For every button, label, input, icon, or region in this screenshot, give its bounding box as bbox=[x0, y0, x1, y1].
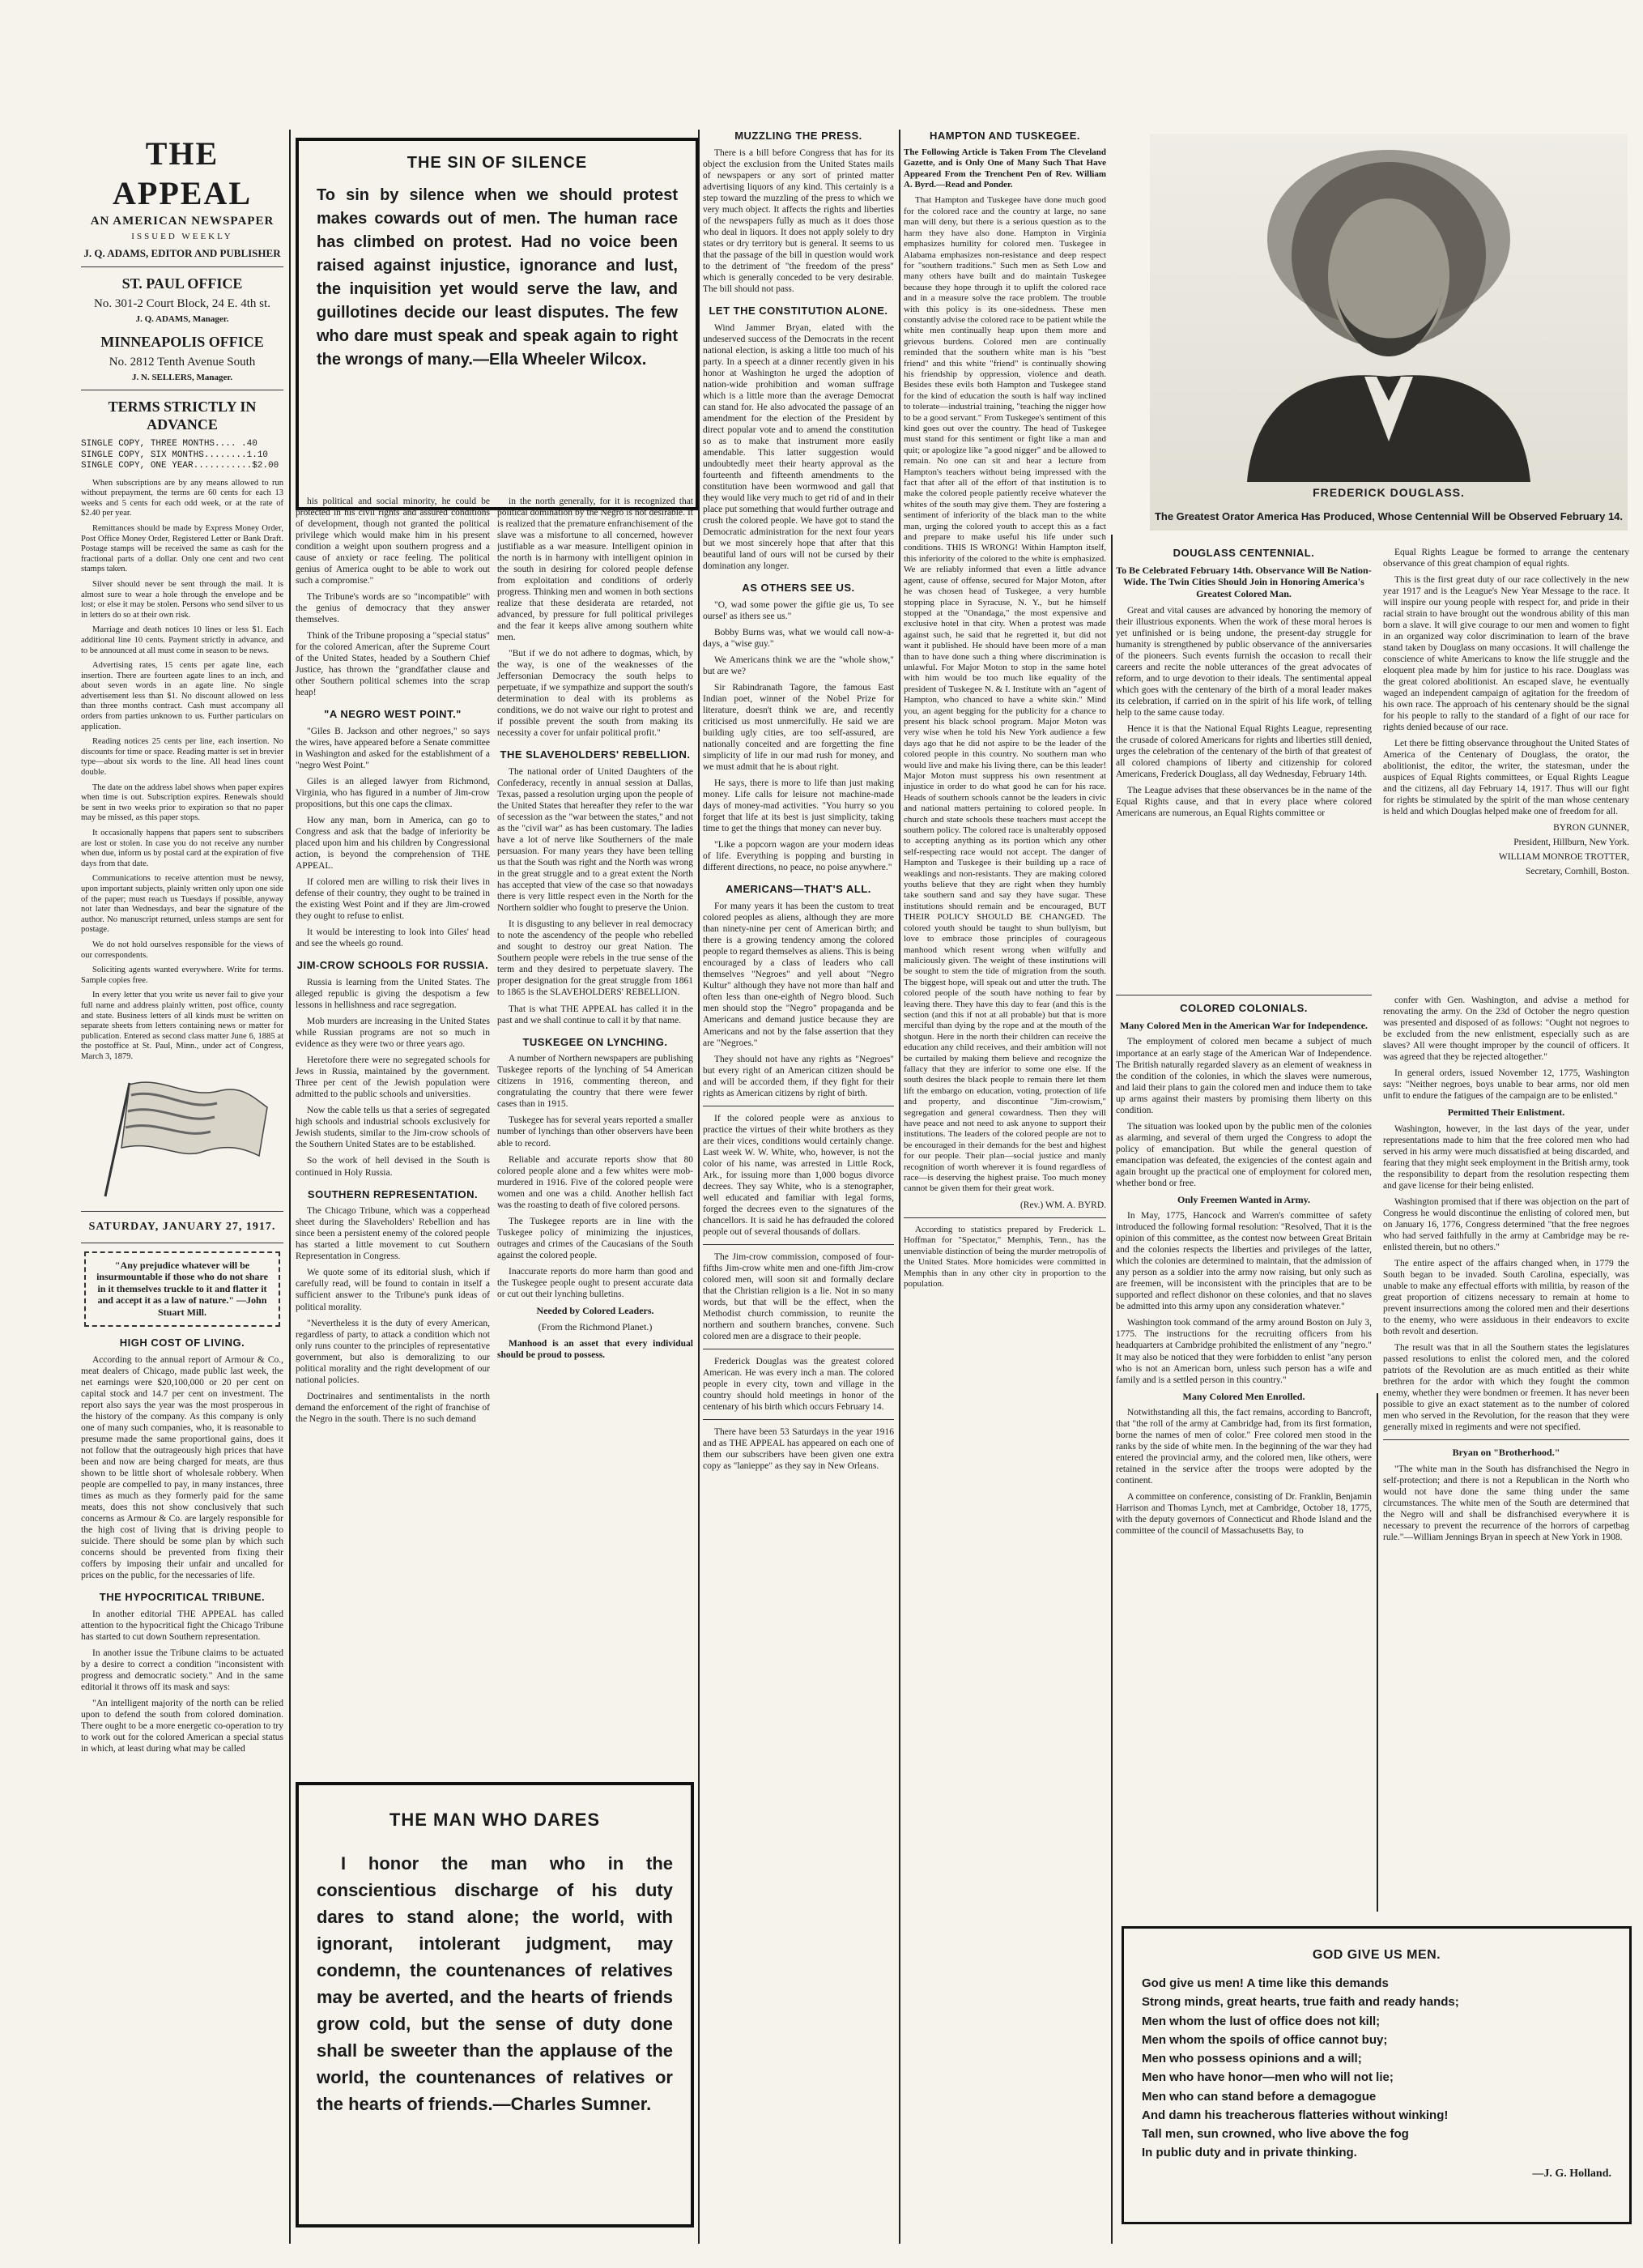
hypo-text: In another issue the Tribune claims to be actuated by a desire to correct a condition "inconsistent with progress and democratic society." And in the same editorial it throws off its mask and says: bbox=[81, 1648, 283, 1692]
article-text: Manhood is an asset that every individual should be proud to possess. bbox=[497, 1338, 693, 1360]
article-text: A number of Northern newspapers are publishing Tuskegee reports of the lynching of 54 American citizens in 1916, commenting thereon, and congratulating the country that there were fewer cases than in 1915. bbox=[497, 1054, 693, 1110]
terms-text: Silver should never be sent through the mail. It is almost sure to wear a hole through the envelope and be lost; or else it may be stolen. Persons who send silver to us in letters do so at their own risk. bbox=[81, 579, 283, 620]
hampton-heading: HAMPTON AND TUSKEGEE. bbox=[929, 130, 1080, 142]
article-text: Reliable and accurate reports show that 80 colored people alone and a few whites were mob-murdered in 1916. Five of the colored people were women and one was a child. Another hellish fact was the roasting to death of five colored persons. bbox=[497, 1154, 693, 1210]
column-rule bbox=[1377, 1393, 1378, 1912]
column-5 bbox=[904, 128, 1106, 2250]
article-text: Equal Rights League be formed to arrange the centenary observance of this great champion of equal rights. bbox=[1383, 548, 1629, 569]
article-text: The Tribune's words are so "incompatible" with the genius of democracy that they answer themselves. bbox=[296, 592, 490, 625]
column-2 bbox=[296, 496, 490, 1759]
article-text: They should not have any rights as "Negroes" but every right of an American citizen should be and will be accorded them, if they fight for their rights as American citizens by right of birth. bbox=[703, 1054, 894, 1098]
article-text: "But if we do not adhere to dogmas, which, by the way, is one of the weaknesses of the Jeffersonian Democracy the south helps to perpetuate, if we sympathize and support the south's determination to deal with its problems as conditions, we do not waive our right to protest and if possible prevent the south from making its necessity a cover for unfair political profit." bbox=[497, 649, 693, 739]
sin-body: To sin by silence when we should protest makes cowards out of men. The human race has climbed on protest. Had no voice been raised against injustice, ignorance and lust, the inquisition yet would serve the law, and guillotines decide our least disputes. The few who dare must speak and speak again to right the wrongs of many.—Ella Wheeler Wilcox. bbox=[317, 186, 678, 369]
bryan-heading: Bryan on "Brotherhood." bbox=[1452, 1447, 1560, 1459]
article-text: How any man, born in America, can go to Congress and ask that the badge of inferiority be placed upon him and his children by Congressional action, is beyond the comprehension of THE APPEAL. bbox=[296, 816, 490, 872]
article-text: If the colored people were as anxious to practice the virtues of their white brothers as they are their vices, conditions would certainly change. Last week W. W. White, who, however, is not the color of his name, was arrested in Little Rock, Ark., for issuing more than 1,000 bogus divorce decrees. They say White, who is a stenographer, well educated and familiar with legal forms, forged the decrees even to the signatures of the chancellors. It is said he has defrauded the colored people out of several thousands of dollars. bbox=[703, 1113, 894, 1237]
poem-line: God give us men! A time like this demands bbox=[1142, 1976, 1389, 1990]
americans-heading: AMERICANS—THAT'S ALL. bbox=[726, 883, 871, 896]
terms-text: The date on the address label shows when paper expires when time is out. Subscription expires. Renewals should be sent in two weeks prior to expiration so that no paper may be missed, as this paper stops. bbox=[81, 782, 283, 823]
others-see-us-heading: AS OTHERS SEE US. bbox=[742, 582, 855, 595]
signature: WILLIAM MONROE TROTTER, bbox=[1498, 852, 1629, 863]
article-text: That Hampton and Tuskegee have done much good for the colored race and the country at large, no sane man will deny, but there is a serious question as to the harm they have also done. Hampton in Virginia emphasizes humility for colored men. Tuskegee in Alabama emphasizes non-resistance and deep respect for "southern traditions." Such men as Seth Low and many others have built and do maintain Tuskegee because they hope through it to uplift the colored race and in a measure solve the race problem. The trouble with this policy is its one-sidedness. These men constantly advise the colored race to be patient while the white men continually heap upon them more and grievous burdens. Colored men are continually reminded that the southern white man is his "best friend" and this white "friend" is continually showing his friendship by oppression, violence and death. Besides these evils both Hampton and Tuskegee stand for the kind of education the south is half way inclined to tolerate—industrial training, "teaching the nigger how to be a good servant." From Tuskegee's sentiment of this kind goes out over the country. The head of Tuskegee must stand for this sentiment or fight like a man and quit; or apologize like "a good nigger" and be allowed to remain. No one can sit and hear a lecture from Hampton's teachers without being impressed with the fact that after all of the effort of that institution is to make the colored people patiently receive whatever the whites of the south may give them. They are fostering a sentiment of inferiority of the black man to the white man, urging the colored youth to accept this as a fact and prepare to make useful his life under such conditions. THIS IS WRONG! Within Hampton itself, this inferiority of the colored to the white is emphasized. We are reliably informed that even a little advance agent, cause of offense, secured for Major Moton, after he was chosen head of Tuskegee, a very humble stopping place in Syracuse, N. Y., but he himself stopped at the "Onandaga," the most expensive and exclusive hotel in that city. When a protest was made against such, he said that he regretted it, but did not want it published. He should have been more of a man than to have done such a thing where discrimination is unlawful. For Major Moton to stop in the same hotel with him would be too much like equality of the president of Tuskegee N. & I. Institute with an "agent of Hampton, who chanced to have a white skin." Mind you, an agent begging for the publicity for a chance to present his black school program. Major Moton was very wise when he told his New York audience a few days ago that he did not aspire to be the leader of the colored people in this country. No southern man who would live and make his living there, can be this leader! Major Moton must suppress his own resentment at injustice in order to do what good he can for his race. Heads of southern schools cannot be the leaders in civic and national matters pertaining to colored people. In church and state schools these teachers must accept the southern policy. The colored race is unalterably opposed to accepting anything as its portion which any other self-respecting race would not accept. The danger of Hampton and Tuskegee is their building up a race of weaklings and non-resistants. They are making colored youths believe that they are right when they humbly take southern sand and say they have sugar. These institutions should remain and be encouraged, BUT THEIR POLICY SHOULD BE CHANGED. The colored youth should be taught to shun bullyism, but love to embrace those principles of courageous manhood which resent wrong when wilfully and maliciously given. The weight of these institutions will be sought to stem the tide of migration from the south. The biggest hope, will speak out and utter the truth. The colored people of the south have nothing to fear by leaving there. They have this day to fear (and this is the section (and this if not at all probable) but that is more merciful than dying by the rope and at the mouth of the shotgun. Here in the north their children can receive the education any child receives, and their ambition will not be curtailed by making them believe and recognize the fallacy that they are inferior to some one else. If the south desires the black people to remain there let them lift the embargo on education, voting, protection of life and property, and discontinue "Jim-crowism," segregation and general cowardness. Then they will have peace and not need to ask anyone to support their institutions. The leaders of the colored people are not to be encouraged in their demands for the best and highest for our people. Their plan—social justice and manly recognition of worth wherever it is found regardless of race—is deserving the highest praise. Too much money cannot be given them for their great work. bbox=[904, 195, 1106, 1194]
article-text: Mob murders are increasing in the United States while Russian programs are not so much in evidence as they were two or three years ago. bbox=[296, 1017, 490, 1050]
article-text: The Tuskegee reports are in line with the Tuskegee policy of minimizing the injustices, outrages and crimes of the Caucasians of the South against the colored people. bbox=[497, 1216, 693, 1260]
article-text: "Like a popcorn wagon are your modern ideas of life. Everything is popping and bursting in different directions, no peace, no poise anywhere." bbox=[703, 840, 894, 873]
article-text: The situation was looked upon by the public men of the colonies as alarming, and several of them urged the Congress to adopt the policy of emancipation. But while the general question of emancipation was defeated, the exigencies of the contest again and again brought up the practical one of employment for colored men, whether bond or free. bbox=[1116, 1121, 1372, 1188]
masthead-issued: ISSUED WEEKLY bbox=[131, 231, 233, 241]
article-text: Inaccurate reports do more harm than good and the Tuskegee people ought to present accurate data or cut out their lynching bulletins. bbox=[497, 1266, 693, 1299]
article-text: Washington, however, in the last days of the year, under representations made to him that the free colored men who had served in his army were much dissatisfied at being discarded, and fearing that they might seek employment in the British army, took the responsibility to depart from the resolution respecting them and gave license for their being enlisted. bbox=[1383, 1123, 1629, 1191]
article-text: According to statistics prepared by Frederick L. Hoffman for "Spectator," Memphis, Tenn., has the unenviable distinction of being the murder metropolis of the United States. More homicides were committed in Memphis than in any other city in proportion to the population. bbox=[904, 1224, 1106, 1289]
article-intro: The Following Article is Taken From The Cleveland Gazette, and is Only One of Many Such That Have Appeared From the Trenchent Pen of Rev. William A. Byrd.—Read and Ponder. bbox=[904, 147, 1106, 190]
poem-line: Men who possess opinions and a will; bbox=[1142, 2052, 1362, 2066]
article-text: The Chicago Tribune, which was a copperhead sheet during the Slaveholders' Rebellion and has since been a persistent enemy of the colored people has started a little movement to cut Southern Representation in Congress. bbox=[296, 1206, 490, 1262]
masthead-editor: J. Q. ADAMS, EDITOR AND PUBLISHER bbox=[83, 247, 281, 260]
rate-line: SINGLE COPY, SIX MONTHS........1.10 bbox=[81, 450, 269, 460]
article-text: The national order of United Daughters of the Confederacy, recently in annual session at Dallas, Texas, passed a resolution urging upon the people of the United States that hereafter they refer to the war of secession as the "war between the states," and not as the "civil war" as has been customary. The ladies have a lot of nerve like Southerners of the male persuasion. For many years they have been telling us that the South was right and the North was wrong in the great struggle and to a great extent the North has accepted that view of the case so that nowadays there is very little respect even in the North for the Northern soldier who fought to preserve the Union. bbox=[497, 767, 693, 914]
article-text: The entire aspect of the affairs changed when, in 1779 the South began to be invaded. South Carolina, especially, was unable to make any effectual efforts with militia, by reason of the great proportion of citizens necessary to remain at home to prevent insurrections among the colored men and their desertions to the enemy, who were assiduous in their endeavors to excite both revolt and desertion. bbox=[1383, 1258, 1629, 1337]
centennial-heading: DOUGLASS CENTENNIAL. bbox=[1173, 547, 1315, 559]
poem-line: Men whom the spoils of office cannot buy; bbox=[1142, 2032, 1388, 2047]
column-3 bbox=[497, 496, 693, 1759]
article-text: For many years it has been the custom to treat colored peoples as aliens, although they are more than ninety-nine per cent of American birth; and there is a growing tendency among the colored people to regard themselves as aliens. This is being encouraged by a class of leaders who call themselves "Negroes" and yell about "Negro Kultur" although they have not more than half and often less than one-eighth of Negro blood. Such men should stop the "Negro" propaganda and be Americans and demand justice because they are Americans and not by the false assertion that they are "Negroes." bbox=[703, 902, 894, 1048]
article-text: Hence it is that the National Equal Rights League, representing the crusade of colored Americans for rights and liberties still denied, urges the celebration of the centenary of the birth of that greatest of all colored champions of liberty and citizenship for colored Americans, Frederick Douglass, all day Wednesday, February 14th. bbox=[1116, 723, 1372, 779]
article-text: Frederick Douglas was the greatest colored American. He was every inch a man. The colored people in every city, town and village in the country should hold meetings in honor of the centenary of his birth which occurs February 14. bbox=[703, 1356, 894, 1412]
needed-heading: Needed by Colored Leaders. bbox=[536, 1304, 654, 1316]
mpls-address: No. 2812 Tenth Avenue South bbox=[109, 355, 256, 369]
article-text: Washington promised that if there was objection on the part of Congress he would discontinue the enlisting of colored men, but on January 16, 1776, Congress determined "that the free negroes who had served faithfully in the army at Cambridge may be re-enlisted therein, but no others." bbox=[1383, 1196, 1629, 1252]
needed-source: (From the Richmond Planet.) bbox=[538, 1321, 653, 1333]
article-text: Think of the Tribune proposing a "special status" for the colored American, after the Supreme Court of the United States, headed by a Southern Chief Justice, has thrown the "grandfather clause and other Southern political schemes into the scrap heap! bbox=[296, 631, 490, 698]
terms-text: Communications to receive attention must be newsy, upon important subjects, plainly written only upon one side of the paper; must reach us Tuesdays if possible, anyway not later than Wednesdays, and bear the signature of the author. No manuscript returned, unless stamps are sent for postage. bbox=[81, 874, 283, 935]
mpls-office: MINNEAPOLIS OFFICE bbox=[100, 333, 264, 350]
mill-quote: "Any prejudice whatever will be insurmountable if those who do not share in it themselves truckle to it and flatter it and accept it as a law of nature." —John Stuart Mill. bbox=[84, 1251, 280, 1327]
article-text: Now the cable tells us that a series of segregated high schools and industrial schools exclusively for Jewish students, similar to the Jim-crow schools of the Southern United States are to be established. bbox=[296, 1106, 490, 1150]
rate-line: SINGLE COPY, ONE YEAR...........$2.00 bbox=[81, 461, 279, 471]
centennial-subhead: To Be Celebrated February 14th. Observance Will Be Nation-Wide. The Twin Cities Should Join in Honoring America's Greatest Colored Man. bbox=[1116, 564, 1372, 600]
constitution-heading: LET THE CONSTITUTION ALONE. bbox=[709, 305, 888, 318]
article-text: There is a bill before Congress that has for its object the exclusion from the United States mails of newspapers or any sort of printed matter advertising liquors of any kind. This certainly is a step toward the muzzling of the press to which we very much object. It affects the rights and liberties of the newspapers fully as much as it does those who deal in liquors. It does not apply solely to dry states or dry territory but is general. It seems to us that the passage of the bill in question would work to the detriment of "the freedom of the press" which is generally conceded to be very desirable. The bill should not pass. bbox=[703, 147, 894, 295]
many-enrolled-heading: Many Colored Men Enrolled. bbox=[1182, 1390, 1305, 1402]
article-text: Wind Jammer Bryan, elated with the undeserved success of the Democrats in the recent national election, is asking a little too much of his party. In a speech at a dinner recently given in his honor at Washington he urged the adoption of nation-wide prohibition and woman suffrage which is a little more than the average Democrat can stand for. He also advocated the passage of an amendment for the election of the President by direct popular vote and to amend the constitution so as to make that instrument more easily amendable. This latter suggestion would undoubtedly meet their hearty approval as the fourteenth and fifteenth amendments to the constitution have been wormwood and gall that they would like very much to get rid of and in their place put something that would further outrage and crush the colored people. We have got to stand the Democratic administration for the next four years but we most sincerely hope that after that this beautiful land of ours will not be cursed by their domination any longer. bbox=[703, 322, 894, 572]
byrd-signature: (Rev.) WM. A. BYRD. bbox=[1019, 1200, 1106, 1210]
column-rule bbox=[899, 130, 900, 2244]
article-text: The employment of colored men became a subject of much importance at an early stage of the American War of Independence. The British naturally regarded slavery as an element of weakness in the condition of the colonies, in which the slaves were numerous, and laid their plans to gain the colored men and induce them to take up arms against their masters by promising them liberty on this condition. bbox=[1116, 1037, 1372, 1115]
article-text: We Americans think we are the "whole show," but are we? bbox=[703, 655, 894, 677]
poem-line: And damn his treacherous flatteries without winking! bbox=[1142, 2108, 1449, 2122]
article-text: The League advises that these observances be in the name of the Equal Rights cause, and that in every place where colored Americans are numerous, an Equal Rights committee or bbox=[1116, 785, 1372, 818]
article-text: Washington took command of the army around Boston on July 3, 1775. The instructions for the recruiting officers from his headquarters at Cambridge prohibited the enlistment of any "negro." It may also be noticed that they were forbidden to enlist "any person who is not an American born, unless such person has a wife and family and is a settled person in this country." bbox=[1116, 1318, 1372, 1385]
poem-box bbox=[1122, 1926, 1632, 2224]
douglass-portrait bbox=[1150, 134, 1628, 531]
article-text: It is disgusting to any believer in real democracy to note the ascendency of the people who rebelled and sought to destroy our great Nation. The Southern people were rebels in the true sense of the term and they desired to perpetuate slavery. The proper designation for the great struggle from 1861 to 1865 is the SLAVEHOLDERS' REBELLION. bbox=[497, 919, 693, 998]
colonials-article-cont bbox=[1383, 995, 1629, 1910]
article-text: Doctrinaires and sentimentalists in the north demand the enforcement of the right of franchise of the Negro in the south. There is no such demand bbox=[296, 1391, 490, 1424]
masthead-subtitle: AN AMERICAN NEWSPAPER bbox=[90, 214, 275, 228]
article-text: in the north generally, for it is recognized that political domination by the Negro is not desirable. It is realized that the premature enfranchisement of the slave was a misfortune to all concerned, however justifiable as a war measure. Intelligent opinion in the north is in harmony with intelligent opinion in the south in desiring for colored people defense from exploitation and conditions of orderly progress. Thinking men and women in both sections realize that these desiderata are retarded, not advanced, by pressure for full political privileges and the fear it keeps alive among southern white men. bbox=[497, 497, 693, 643]
terms-text: When subscriptions are by any means allowed to run without prepayment, the terms are 60 cents for each 13 weeks and 5 cents for each odd week, or at the rate of $2.40 per year. bbox=[81, 478, 283, 518]
man-who-dares-box bbox=[296, 1782, 694, 2228]
tuskegee-lynching-heading: TUSKEGEE ON LYNCHING. bbox=[522, 1035, 668, 1048]
article-text: Bobby Burns was, what we would call now-a-days, a "wise guy." bbox=[703, 628, 894, 650]
article-text: He says, there is more to life than just making money. Life calls for leisure not machine-made days of money-mad activities. "You hurry so you forget that life at its best is just simplicity, taking time to get the things that money can never buy. bbox=[703, 778, 894, 834]
column-rule bbox=[1111, 535, 1113, 2244]
representation-heading: SOUTHERN REPRESENTATION. bbox=[307, 1187, 479, 1200]
terms-text: Remittances should be made by Express Money Order, Post Office Money Order, Registered Letter or Bank Draft. Postage stamps will be received the same as cash for the fractional parts of a dollar. Only one cent and two cent stamps taken. bbox=[81, 523, 283, 574]
portrait-caption: The Greatest Orator America Has Produced, Whose Centennial Will be Observed February 14. bbox=[1154, 510, 1624, 522]
stpaul-office: ST. PAUL OFFICE bbox=[121, 275, 243, 292]
poem-line: Men who can stand before a demagogue bbox=[1142, 2089, 1377, 2104]
poem-line: Strong minds, great hearts, true faith and ready hands; bbox=[1142, 1995, 1459, 2010]
poem-title: GOD GIVE US MEN. bbox=[1312, 1948, 1441, 1962]
article-text: Russia is learning from the United States. The alleged republic is giving the despotism a few lessons in hellishness and race segregation. bbox=[296, 978, 490, 1011]
column-rule bbox=[289, 130, 291, 2244]
poem-line: Men whom the lust of office does not kill; bbox=[1142, 2014, 1381, 2028]
stpaul-address: No. 301-2 Court Block, 24 E. 4th st. bbox=[94, 297, 270, 311]
terms-text: Reading notices 25 cents per line, each insertion. No discounts for time or space. Reading matter is set in brevier type—about six words to the line. All head lines count double. bbox=[81, 737, 283, 778]
signature: President, Hillburn, New York. bbox=[1513, 838, 1629, 848]
rate-line: SINGLE COPY, THREE MONTHS.... .40 bbox=[81, 439, 258, 450]
terms-text: Marriage and death notices 10 lines or less $1. Each additional line 10 cents. Payment strictly in advance, and to be announced at all must come in season to be news. bbox=[81, 625, 283, 655]
issue-date: SATURDAY, JANUARY 27, 1917. bbox=[88, 1221, 276, 1234]
article-text: So the work of hell devised in the South is continued in Holy Russia. bbox=[296, 1156, 490, 1178]
article-text: It would be interesting to look into Giles' head and see the wheels go round. bbox=[296, 927, 490, 949]
poem-line: In public duty and in private thinking. bbox=[1142, 2146, 1357, 2160]
muzzling-heading: MUZZLING THE PRESS. bbox=[734, 130, 862, 142]
negro-west-point-heading: "A NEGRO WEST POINT." bbox=[324, 708, 462, 721]
article-text: Tuskegee has for several years reported a smaller number of lynchings than other observers have been able to record. bbox=[497, 1115, 693, 1149]
article-text: Notwithstanding all this, the fact remains, according to Bancroft, that "the roll of the army at Cambridge had, from its first formation, borne the names of men of color." Free colored men stood in the ranks by the side of white men. In the beginning of the war they had entered the provincial army, and the colored men, like others, were retained in the service after the troops were adopted by the continent. bbox=[1116, 1408, 1372, 1486]
article-text: Heretofore there were no segregated schools for Jews in Russia, maintained by the government. Three per cent of the Jewish population were admitted to the public schools and universities. bbox=[296, 1055, 490, 1100]
article-text: Let there be fitting observance throughout the United States of America of the Centenary of Douglass, the orator, the abolitionist, the editor, the writer, the statesman, under the auspices of Equal Rights committees, or Equal Rights League and the citizens, all day February 14, 1917. Thus will our fight for rights be stimulated by the spirit of the man whose centenary is held and which Douglas helped make one of freedom for all. bbox=[1383, 739, 1629, 817]
terms-text: It occasionally happens that papers sent to subscribers are lost or stolen. In case you do not receive any number when due, inform us by postal card at the expiration of five days from that date. bbox=[81, 829, 283, 868]
article-text: There have been 53 Saturdays in the year 1916 and as THE APPEAL has appeared on each one of them our subscribers have been given one extra copy as "lanieppe" as they say in New Orleans. bbox=[703, 1426, 894, 1472]
permitted-heading: Permitted Their Enlistment. bbox=[1447, 1106, 1565, 1119]
article-text: A committee on conference, consisting of Dr. Franklin, Benjamin Harrison and Thomas Lynch, met at Cambridge, October 18, 1775, with the deputy governors of Connecticut and Rhode Island and the committee of the council of Massachusetts Bay, to bbox=[1116, 1492, 1372, 1537]
article-text: "The white man in the South has disfranchised the Negro in self-protection; and there is not a Republican in the North who would not have done the same thing under the same circumstances. The white men of the South are determined that the Negro will and shall be disfranchised everywhere it is necessary to prevent the recurrence of the horrors of carpetbag rule."—William Jennings Bryan in speech at New York in 1908. bbox=[1383, 1464, 1629, 1542]
sin-of-silence-box bbox=[296, 138, 699, 510]
portrait-name: FREDERICK DOUGLASS. bbox=[1313, 486, 1465, 499]
dares-title: THE MAN WHO DARES bbox=[389, 1810, 601, 1830]
article-text: Sir Rabindranath Tagore, the famous East Indian poet, winner of the Nobel Prize for literature, doesn't think we are, and recently criticised us most unmercifully. He said we are building ugly cities, are too self-assured, are nationally conceited and are forgetting the fine simplicity of life in our mad rush for money, and we must admit that he is about right. bbox=[703, 683, 894, 773]
only-freemen-heading: Only Freemen Wanted in Army. bbox=[1177, 1193, 1310, 1205]
article-text: If colored men are willing to risk their lives in defense of their country, they ought to be trained in the existing West Point and if they are Jim-crowed they ought to refuse to enlist. bbox=[296, 877, 490, 922]
column-masthead bbox=[81, 130, 283, 2252]
article-text: his political and social minority, he could be protected in his civil rights and assured conditions of development, though not granted the political privilege which would make him in his present condition a weight upon southern progress and a cause of anxiety or race feeling. The political genius of America ought to be able to work out such a compromise." bbox=[296, 497, 490, 586]
stpaul-manager: J. Q. ADAMS, Manager. bbox=[135, 314, 229, 325]
colonials-article bbox=[1116, 995, 1372, 1926]
masthead-title: THE APPEAL bbox=[113, 135, 252, 211]
article-text: In general orders, issued November 12, 1775, Washington says: "Neither negroes, boys unable to bear arms, nor old men unfit to endure the fatigues of the campaign are to be enlisted." bbox=[1383, 1068, 1629, 1102]
terms-text: We do not hold ourselves responsible for the views of our correspondents. bbox=[81, 940, 283, 960]
article-text: In May, 1775, Hancock and Warren's committee of safety introduced the following formal resolution: "Resolved, That it is the opinion of this committee, as the contest now between Great Britain and the colonies respects the liberties and privileges of the latter, which the colonies are determined to maintain, that the admission of any person as a soldier into the army now raising, but only such as are freemen, will be inconsistent with the principles that are to be supported and reflect dishonor on these colonies, and that no slaves be admitted into this army upon any consideration whatever." bbox=[1116, 1211, 1372, 1312]
colonials-subhead: Many Colored Men in the American War for Independence. bbox=[1119, 1019, 1368, 1031]
signature: Secretary, Cornhill, Boston. bbox=[1526, 867, 1629, 877]
article-text: The Jim-crow commission, composed of four-fifths Jim-crow white men and one-fifth Jim-crow colored men, will soon sit and formally declare that the Christian religion is a lie. Not in so many words, but that will be the effect, when the Methodist church commission, to reunite the northern and southern branches, convene. Such colored men are a disgrace to their people. bbox=[703, 1251, 894, 1341]
poem-line: Tall men, sun crowned, who live above the fog bbox=[1142, 2127, 1409, 2141]
poem-line: Men who have honor—men who will not lie; bbox=[1142, 2070, 1394, 2085]
poem-author: —J. G. Holland. bbox=[1532, 2167, 1611, 2180]
hcl-heading: HIGH COST OF LIVING. bbox=[119, 1336, 245, 1349]
article-text: That is what THE APPEAL has called it in the past and we shall continue to call it by that name. bbox=[497, 1004, 693, 1025]
article-text: The result was that in all the Southern states the legislatures passed resolutions to enlist the colored men, and the colored patriots of the Revolution are as much entitled as their white brethren for the ardor with which they fought the common enemy, whether they were bondmen or freemen. It has never been possible to give an exact statement as to the number of colored men who served in the Revolution, for the reason that they were generally mixed in regiments and were not specified. bbox=[1383, 1343, 1629, 1433]
sin-title: THE SIN OF SILENCE bbox=[406, 154, 588, 172]
article-text: "Nevertheless it is the duty of every American, regardless of party, to attack a condition which not only runs counter to the principles of representative government, but also is demoralizing to our political morality and the right development of our national policies. bbox=[296, 1318, 490, 1385]
dares-body: I honor the man who in the conscientious discharge of his duty dares to stand alone; the world, with ignorant, intolerant judgment, may condemn, the countenances of relatives may be averted, and the hearts of friends grow cold, but the sense of duty done shall be sweeter than the applause of the world, the countenances of relatives or the hearts of friends.—Charles Sumner. bbox=[317, 1853, 673, 2114]
slaveholders-heading: THE SLAVEHOLDERS' REBELLION. bbox=[500, 748, 691, 761]
hypo-text: In another editorial THE APPEAL has called attention to the hypocritical fight the Chicago Tribune has started to cut down Southern representation. bbox=[81, 1609, 283, 1642]
portrait-engraving bbox=[1150, 134, 1628, 482]
article-text: Great and vital causes are advanced by honoring the memory of their illustrious exponents. When the work of these moral heroes is yet unfinished or is being undone, the present-day struggle for humanity is strengthened by public observance of the anniversaries of the pioneers. Such events furnish the occasion to recall their careers and recite the noble utterances of the great advocates of reform, and to urge devotion to their ideals. The sentimental appeal which goes with the centenary of the birth of a moral leader makes its celebration, if carried on in the spirit of his life work, of telling help to the same cause today. bbox=[1116, 605, 1372, 718]
russia-heading: JIM-CROW SCHOOLS FOR RUSSIA. bbox=[296, 959, 489, 972]
signature: BYRON GUNNER, bbox=[1553, 823, 1629, 833]
terms-text: In every letter that you write us never fail to give your full name and address plainly written, post office, county and state. Business letters of all kinds must be written on separate sheets from letters containing news or matter for publication. Entered as second class matter June 6, 1885 at the postoffice at St. Paul, Minn., under act of Congress, March 3, 1879. bbox=[81, 991, 283, 1061]
mpls-manager: J. N. SELLERS, Manager. bbox=[132, 373, 232, 383]
centennial-article-cont bbox=[1383, 547, 1629, 988]
article-text: This is the first great duty of our race collectively in the new year 1917 and is the League's New Year Message to the race. It will inspire our young people with respect for, and pride in their racial strain to have brought out the wondrous ability of this man born a slave. It will give courage to our men and women to fight in an organized way color discrimination to learn of the brave stand taken by Douglass on many occasions. It will challenge the conscience of white Americans to know the life struggle and the eloquent plea made by him for justice to his race. Douglass was the great colored abolitionist. An escaped slave, he eventually waged an independent campaign of agitation for the freedom of his own race. The approach of his centenary should be the signal for his people to rally to the standard of a fight of our race for rights denied because of our race. bbox=[1383, 575, 1629, 733]
colonials-heading: COLORED COLONIALS. bbox=[1180, 1002, 1308, 1014]
rates bbox=[81, 439, 283, 471]
centennial-article bbox=[1116, 547, 1372, 988]
article-text: We quote some of its editorial slush, which if carefully read, will be found to contain in itself a sufficient answer to the Tribune's punk ideas of political morality. bbox=[296, 1268, 490, 1312]
hypo-text: "An intelligent majority of the north can be relied upon to defend the south from colored domination. There ought to be a more energetic co-operation to try to work out for the colored American a special status in which, at least during what may be called bbox=[81, 1698, 283, 1754]
article-text: "Giles B. Jackson and other negroes," so says the wires, have appeared before a Senate committee in Washington and asked for the establishment of a "negro West Point." bbox=[296, 727, 490, 771]
poem-lines bbox=[1142, 1974, 1611, 2163]
terms-text: Soliciting agents wanted everywhere. Write for terms. Sample copies free. bbox=[81, 966, 283, 985]
article-text: confer with Gen. Washington, and advise a method for renovating the army. On the 23d of October the negro question was presented and disposed of as follows: "Ought not negroes to be excluded from the new enlistment, especially such as are slaves? All were thought improper by the council of officers. It was agreed that they be rejected altogether." bbox=[1383, 995, 1629, 1063]
hcl-text: According to the annual report of Armour & Co., meat dealers of Chicago, made public last week, the net earnings were $20,100,000 or 20 per cent on capital stock and 14.7 per cent on investment. The report also says the year was the most prosperous in the history of the company. As this company is only one of many such companies, who, it is reasonable to presume made the same proportional gains, does it not follow that the outrageously high prices that have been and now are being charged for meats, are thus shown to be little short of wholesale robbery. When people are compelled to pay, in many instances, three times as much as they formerly paid for the same meats, does this not show conclusively that such concerns as Armour & Co. are largely responsible for the high cost of living that is driving people to suicide. There should be some plan by which such concerns should be prevented from fixing their coffers by imposing their unfair and uncalled for prices on the public, for the necessaries of life. bbox=[81, 1354, 283, 1580]
hypocritical-heading: THE HYPOCRITICAL TRIBUNE. bbox=[99, 1590, 266, 1603]
terms-heading: TERMS STRICTLY IN ADVANCE bbox=[108, 399, 257, 433]
article-text: Giles is an alleged lawyer from Richmond, Virginia, who has figured in a number of Jim-crow propositions, but this one caps the climax. bbox=[296, 777, 490, 810]
article-text: "O, wad some power the giftie gie us, To see oursel' as ithers see us." bbox=[703, 600, 894, 622]
flag-illustration bbox=[81, 1067, 283, 1204]
column-4 bbox=[703, 128, 894, 2250]
terms-text: Advertising rates, 15 cents per agate line, each insertion. There are fourteen agate lines to an inch, and about seven words in an agate line. No single advertisement less than $1. No discount allowed on less than three months contract. Cash must accompany all orders from parties unknown to us. Further particulars on application. bbox=[81, 661, 283, 731]
